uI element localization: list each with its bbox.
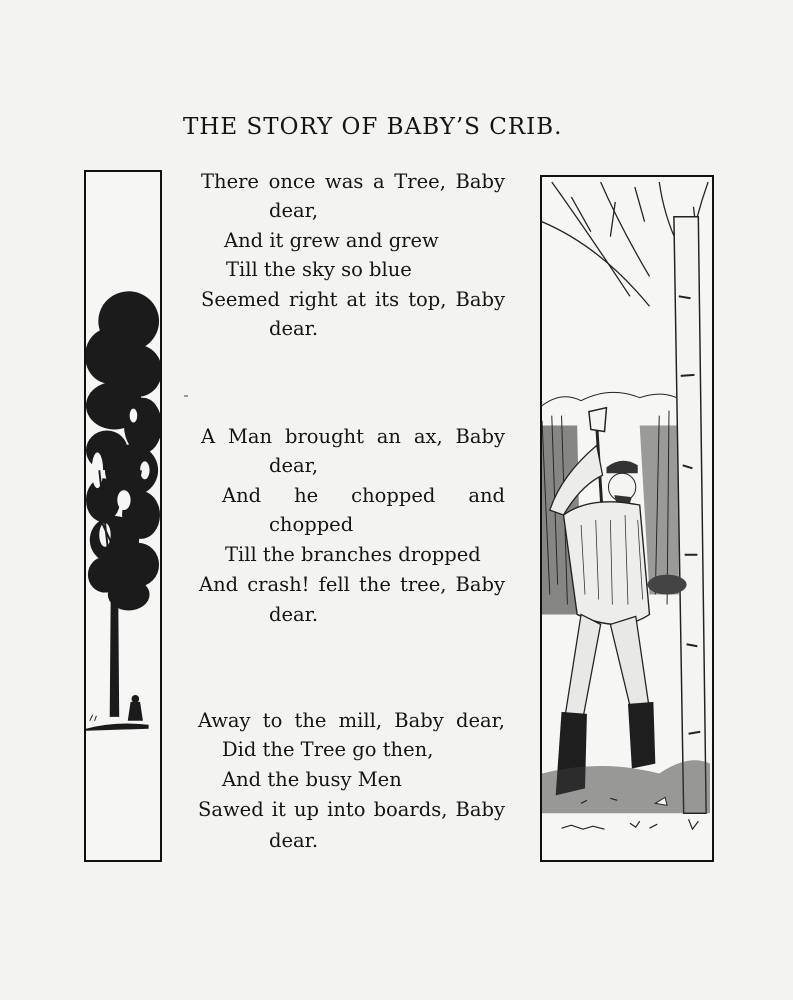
stanza-1-line-5: Seemed right at its top, Baby (201, 288, 505, 311)
stanza-3-line-5: dear. (269, 829, 319, 852)
stanza-2-line-3: And he chopped and (222, 484, 505, 507)
stanza-1-line-2: dear, (269, 199, 319, 222)
stanza-1-line-6: dear. (269, 317, 319, 340)
page-title: THE STORY OF BABY’S CRIB. (183, 114, 563, 140)
stanza-2-line-7: dear. (269, 603, 319, 626)
stanza-3-line-1: Away to the mill, Baby dear, (198, 709, 505, 732)
stanza-3-line-4: Sawed it up into boards, Baby (198, 798, 505, 821)
stanza-1-line-3: And it grew and grew (224, 229, 439, 252)
stanza-3-line-3: And the busy Men (222, 768, 402, 791)
tree-illustration-panel (84, 170, 162, 862)
stanza-2-line-1: A Man brought an ax, Baby (201, 425, 505, 448)
tree-silhouette-illustration (86, 172, 160, 860)
stanza-1-line-4: Till the sky so blue (226, 258, 412, 281)
stray-mark (184, 395, 188, 397)
stanza-2-line-2: dear, (269, 454, 319, 477)
stanza-1-line-1: There once was a Tree, Baby (201, 170, 505, 193)
stanza-2-line-4: chopped (269, 513, 354, 536)
stanza-2-line-6: And crash! fell the tree, Baby (199, 573, 505, 596)
woodcutter-illustration-panel (540, 175, 714, 862)
stanza-2-line-5: Till the branches dropped (225, 543, 481, 566)
stanza-3-line-2: Did the Tree go then, (222, 738, 434, 761)
woodcutter-with-axe-illustration (542, 177, 712, 860)
